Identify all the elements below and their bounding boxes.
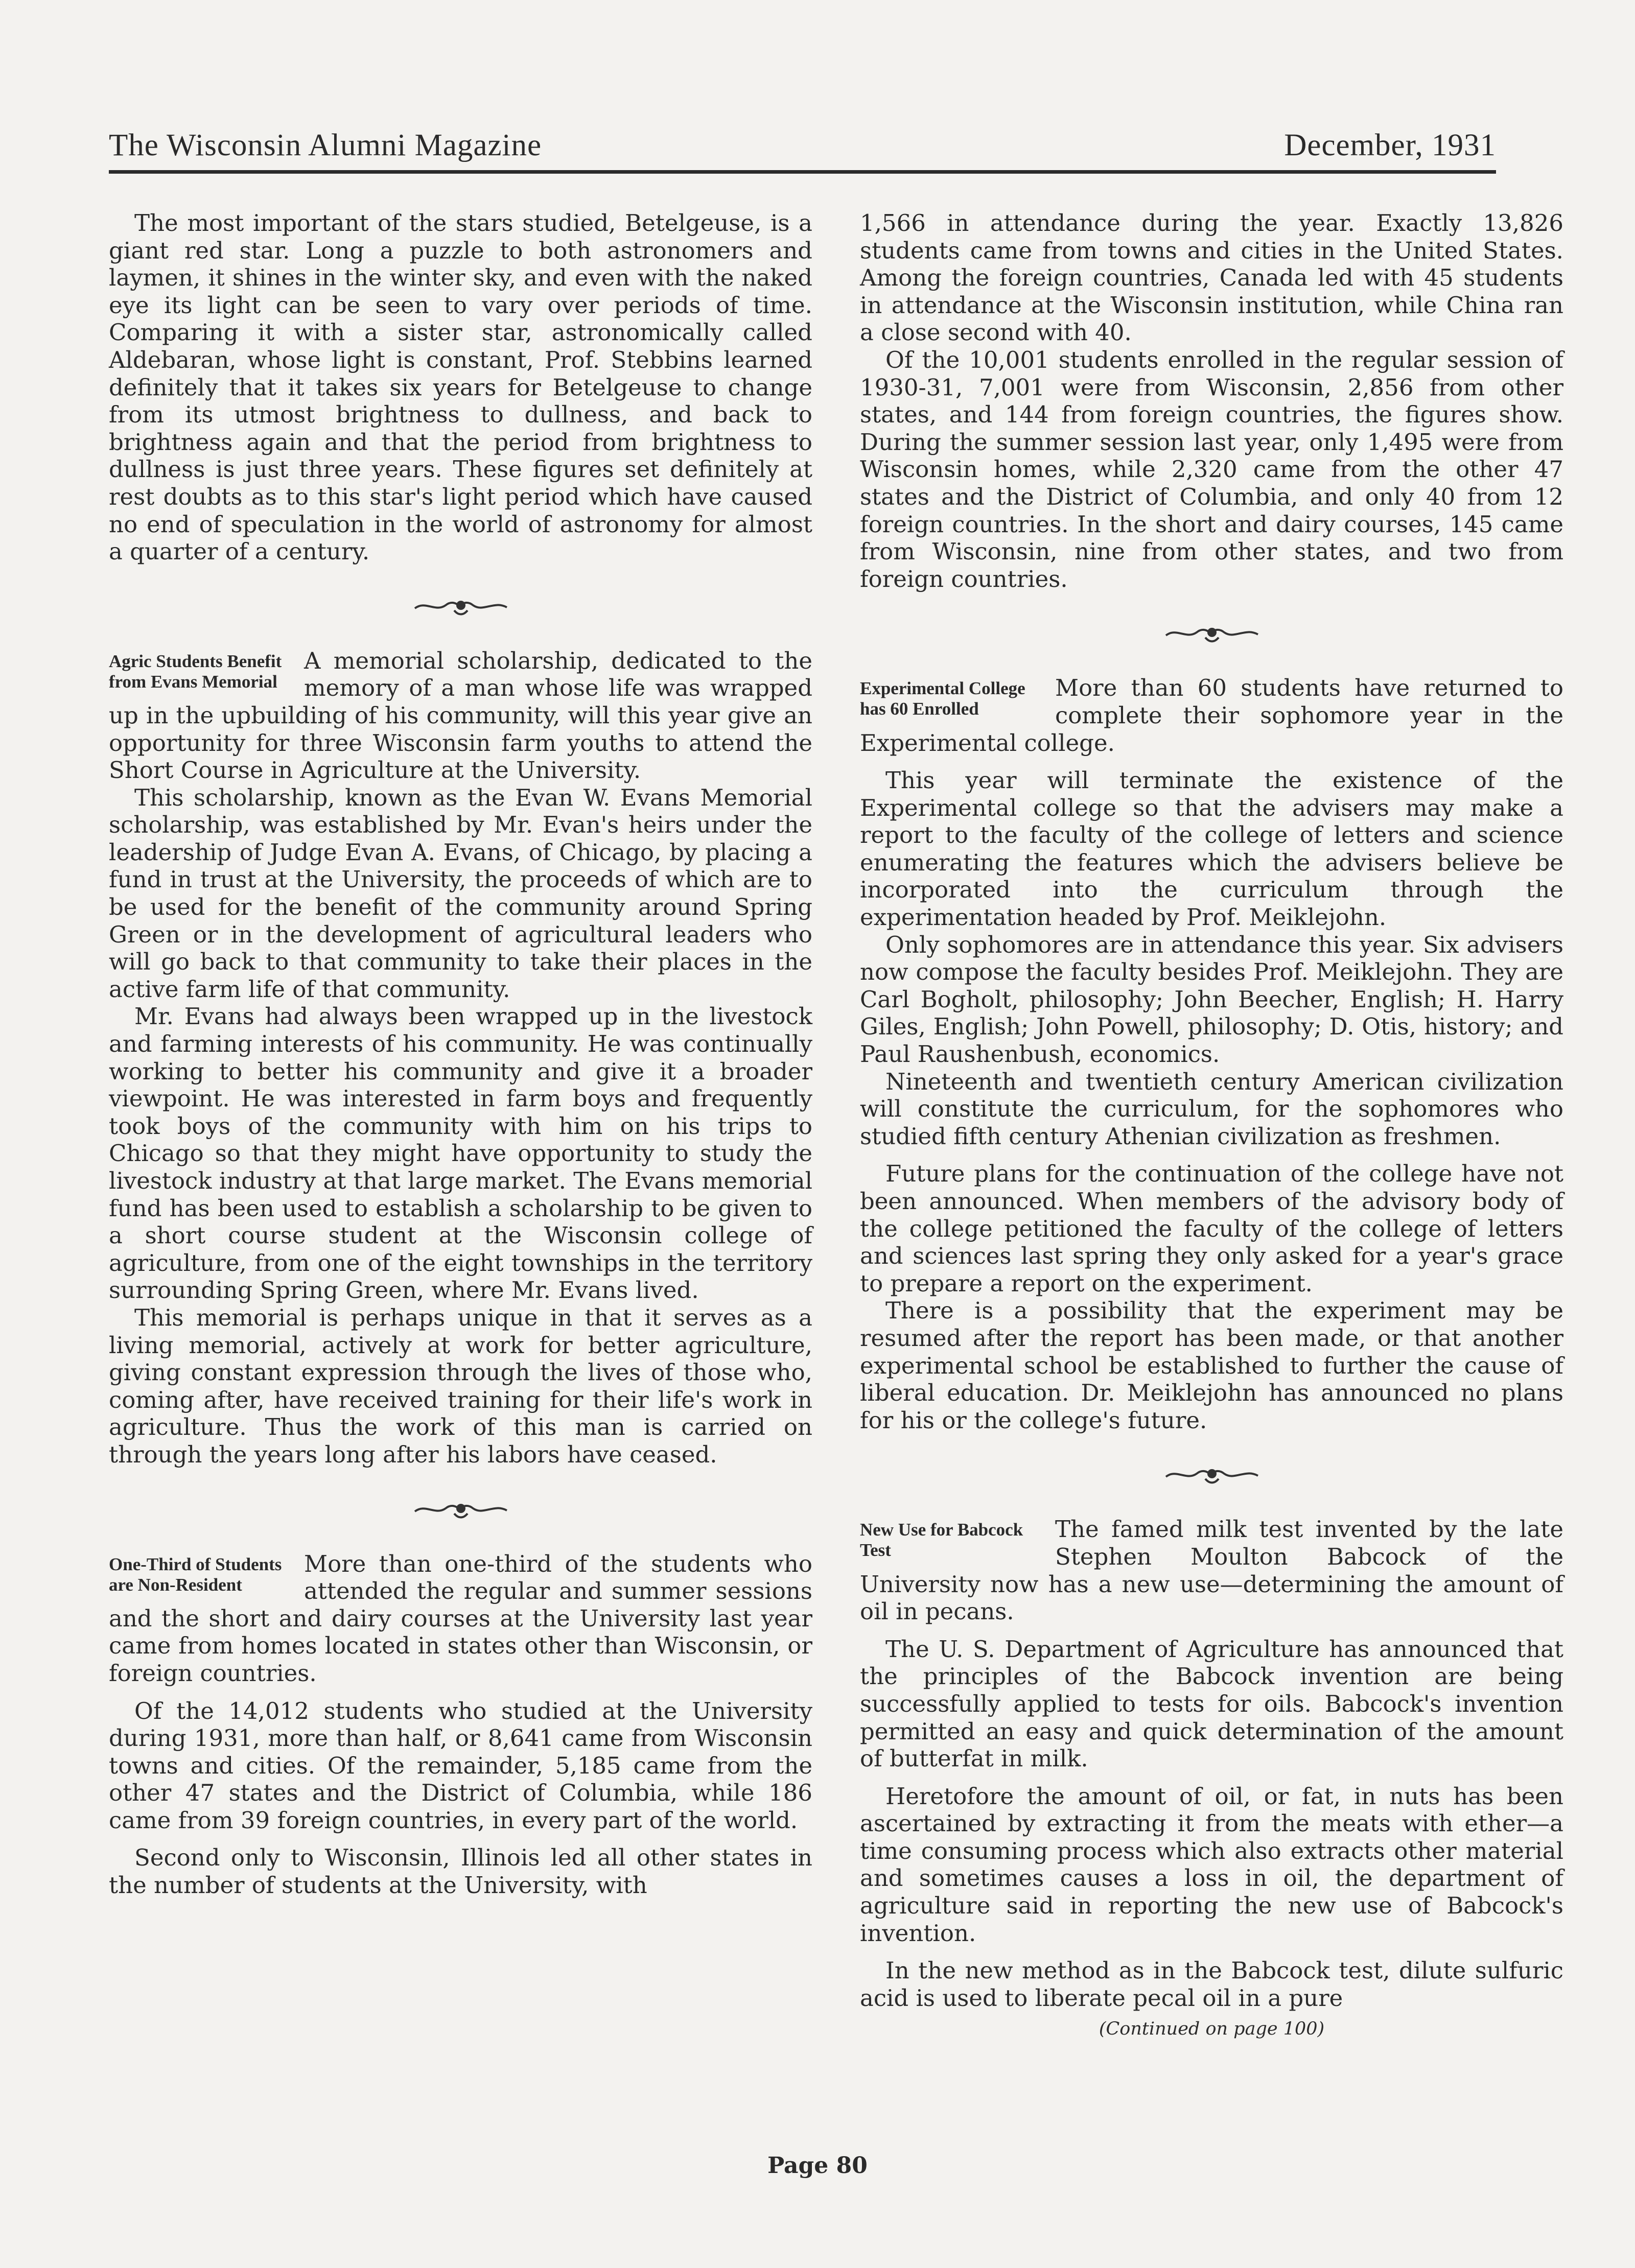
continued-note: (Continued on page 100): [1099, 2019, 1325, 2040]
experimental-heading: Experimental College has 60 Enrolled: [860, 678, 1025, 719]
experimental-paragraph: Future plans for the continuation of the college have not been announced. When members of the advisory body of the college petitioned the faculty of the college of letters and sciences last spring they only asked for a year's grace to prepare a report on the experiment.: [860, 1160, 1563, 1297]
agric-paragraph: This memorial is perhaps unique in that it serves as a living memorial, actively at work for better agriculture, giving constant expression through the lives of those who, coming after, have received training for their life's work in agriculture. Thus the work of this man is carried on through the years long after his labors have ceased.: [109, 1304, 812, 1468]
nonresident-lead: More than one-third of the students who attended the regular and summer sessions and the short and dairy courses at the University last year came from homes located in states other than Wisconsin, or foreign countries.: [109, 1550, 812, 1687]
issue-date: December, 1931: [1284, 128, 1496, 162]
nonresident-paragraph: Second only to Wisconsin, Illinois led all other states in the number of students at the University, with: [109, 1844, 812, 1899]
agric-paragraph: This scholarship, known as the Evan W. Evans Memorial scholarship, was established by Mr. Evan's heirs under the leadership of Judge Evan A. Evans, of Chicago, by placing a fund in trust at the University, the proceeds of which are to be used for the benefit of the community around Spring Green or in the development of agricultural leaders who will go back to that community to take their places in the active farm life of that community.: [109, 784, 812, 1003]
experimental-paragraph: There is a possibility that the experiment may be resumed after the report has been made, or that another experimental school be established to further the cause of liberal education. Dr. Meiklejohn has announced no plans for his or the college's future.: [860, 1297, 1563, 1434]
babcock-paragraph: In the new method as in the Babcock test, dilute sulfuric acid is used to liberate pecal oil in a pure: [860, 1957, 1563, 2012]
ornament-icon: [412, 595, 509, 618]
nonresident-paragraph: Of the 14,012 students who studied at the University during 1931, more than half, or 8,641 came from Wisconsin towns and cities. Of the remainder, 5,185 came from the other 47 states and the District of Columbia, while 186 came from 39 foreign countries, in every part of the world.: [109, 1697, 812, 1834]
page-header: [109, 128, 1496, 169]
ornament-divider: [109, 565, 812, 647]
babcock-paragraph: Heretofore the amount of oil, or fat, in nuts has been ascertained by extracting it from the meats with ether—a time consuming process which also extracts other material and sometimes causes a loss in oil, the department of agriculture said in reporting the new use of Babcock's invention.: [860, 1782, 1563, 1947]
continued-paragraph: 1,566 in attendance during the year. Exactly 13,826 students came from towns and cities in the United States. Among the foreign countries, Canada led with 45 students in attendance at the Wisconsin institution, while China ran a close second with 40.: [860, 209, 1563, 346]
experimental-lead: More than 60 students have returned to complete their sophomore year in the Experimental college.: [860, 674, 1563, 757]
ornament-divider: [860, 593, 1563, 674]
betelgeuse-paragraph: The most important of the stars studied, Betelgeuse, is a giant red star. Long a puzzle to both astronomers and laymen, it shines in the winter sky, and even with the naked eye its light can be seen to vary over periods of time. Comparing it with a sister star, astronomically called Aldebaran, whose light is constant, Prof. Stebbins learned definitely that it takes six years for Betelgeuse to change from its utmost brightness to dullness, and back to brightness again and that the period from brightness to dullness is just three years. These figures set definitely at rest doubts as to this star's light period which have caused no end of speculation in the world of astronomy for almost a quarter of a century.: [109, 209, 812, 565]
agric-section: [109, 647, 812, 1469]
ornament-icon: [1163, 1463, 1260, 1486]
nonresident-heading: One-Third of Students are Non-Resident: [109, 1554, 282, 1595]
ornament-icon: [412, 1498, 509, 1521]
babcock-paragraph: The U. S. Department of Agriculture has announced that the principles of the Babcock invention are being successfully applied to tests for oils. Babcock's invention permitted an easy and quick determination of the amount of butterfat in milk.: [860, 1635, 1563, 1773]
babcock-lead: The famed milk test invented by the late Stephen Moulton Babcock of the University now has a new use—determining the amount of oil in pecans.: [860, 1516, 1563, 1625]
nonresident-section: [109, 1550, 812, 1899]
ornament-divider: [860, 1434, 1563, 1516]
experimental-paragraph: Nineteenth and twentieth century American civilization will constitute the curriculum, for the sophomores who studied fifth century Athenian civilization as freshmen.: [860, 1068, 1563, 1150]
page-number: Page 80: [767, 2153, 868, 2179]
header-rule: [109, 170, 1496, 174]
left-column: [109, 209, 812, 1899]
experimental-paragraph: This year will terminate the existence of the Experimental college so that the advisers may make a report to the faculty of the college of letters and science enumerating the features which the advisers believe be incorporated into the curriculum through the experimentation headed by Prof. Meiklejohn.: [860, 767, 1563, 931]
magazine-title: The Wisconsin Alumni Magazine: [109, 128, 542, 162]
ornament-icon: [1163, 622, 1260, 645]
experimental-section: [860, 674, 1563, 1434]
agric-heading: Agric Students Benefit from Evans Memorial: [109, 651, 282, 692]
experimental-paragraph: Only sophomores are in attendance this year. Six advisers now compose the faculty besides Prof. Meiklejohn. They are Carl Bogholt, philosophy; John Beecher, English; H. Harry Giles, English; John Powell, philosophy; D. Otis, history; and Paul Raushenbush, economics.: [860, 931, 1563, 1068]
agric-paragraph: Mr. Evans had always been wrapped up in the livestock and farming interests of his community. He was continually working to better his community and give it a broader viewpoint. He was interested in farm boys and frequently took boys of the community with him on his trips to Chicago so that they might have opportunity to study the livestock industry at that large market. The Evans memorial fund has been used to establish a scholarship to be given to a short course student at the Wisconsin college of agriculture, from one of the eight townships in the territory surrounding Spring Green, where Mr. Evans lived.: [109, 1003, 812, 1304]
babcock-heading: New Use for Babcock Test: [860, 1520, 1023, 1561]
enrollment-paragraph: Of the 10,001 students enrolled in the regular session of 1930-31, 7,001 were from Wisconsin, 2,856 from other states, and 144 from foreign countries, the figures show. During the summer session last year, only 1,495 were from Wisconsin homes, while 2,320 came from the other 47 states and the District of Columbia, and only 40 from 12 foreign countries. In the short and dairy courses, 145 came from Wisconsin, nine from other states, and two from foreign countries.: [860, 346, 1563, 593]
ornament-divider: [109, 1469, 812, 1550]
agric-lead: A memorial scholarship, dedicated to the memory of a man whose life was wrapped up in the upbuilding of his community, will this year give an opportunity for three Wisconsin farm youths to attend the Short Course in Agriculture at the University.: [109, 647, 812, 784]
babcock-section: [860, 1516, 1563, 2043]
right-column: [860, 209, 1563, 2043]
